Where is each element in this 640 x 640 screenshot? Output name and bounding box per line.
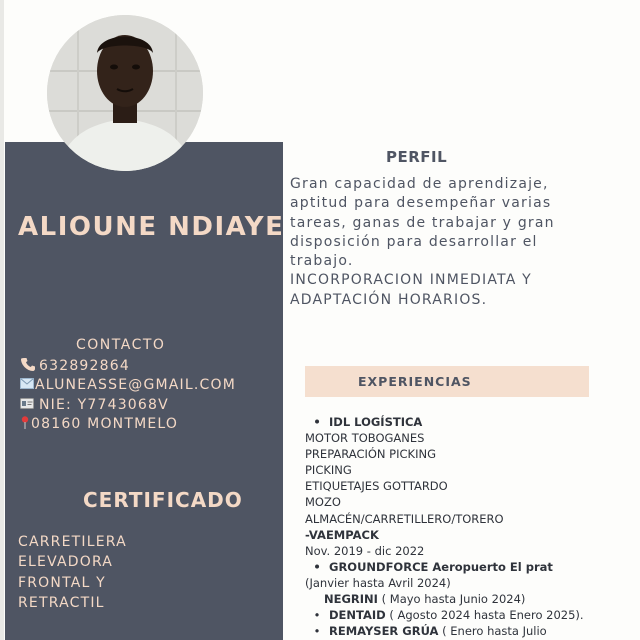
company-name: NEGRINI <box>324 592 378 607</box>
contact-address <box>20 415 236 435</box>
certificado-item: FRONTAL Y <box>18 574 106 591</box>
perfil-line: aptitud para desempeñar varias <box>290 195 552 212</box>
experiencias-list <box>305 414 635 639</box>
contact-email <box>20 376 236 396</box>
task-line: MOTOR TOBOGANES <box>305 431 425 446</box>
contact-list <box>20 356 236 434</box>
job-dentaid <box>305 607 635 623</box>
nie-value: NIE: Y7743068V <box>39 396 169 413</box>
job-dates: ( Enero hasta Julio <box>438 624 547 639</box>
company-name: REMAYSER GRÚA <box>329 624 439 639</box>
phone-value: 632892864 <box>39 357 130 374</box>
company-name: -VAEMPACK <box>305 527 379 542</box>
certificado-item: RETRACTIL <box>18 594 105 611</box>
perfil-line: Gran capacidad de aprendizaje, <box>290 176 549 192</box>
profile-photo-image <box>47 15 203 171</box>
phone-icon <box>20 357 36 374</box>
certificado-item: CARRETILERA <box>18 534 127 550</box>
job-dates: (Janvier hasta Avril 2024) <box>305 575 451 590</box>
perfil-text <box>290 175 635 310</box>
pin-icon <box>20 416 30 433</box>
contact-nie <box>20 395 236 415</box>
company-name: GROUNDFORCE Aeropuerto El prat <box>329 559 553 574</box>
company-name: DENTAID <box>329 608 386 623</box>
task-line: PICKING <box>305 463 352 478</box>
job-idl <box>305 414 635 430</box>
certificado-item: ELEVADORA <box>18 554 114 571</box>
perfil-line: tareas, ganas de trabajar y gran <box>290 214 555 231</box>
bullet: • <box>313 608 321 623</box>
mail-icon <box>20 378 34 392</box>
address-value: 08160 MONTMELO <box>31 416 179 433</box>
task-line: ALMACÉN/CARRETILLERO/TORERO <box>305 511 504 526</box>
perfil-line: disposición para desarrollar el <box>290 233 538 250</box>
candidate-name: ALIOUNE NDIAYE <box>18 212 285 242</box>
perfil-line: INCORPORACION INMEDIATA Y <box>290 272 532 289</box>
job-groundforce <box>305 559 635 575</box>
task-line: MOZO <box>305 495 341 510</box>
bullet: • <box>313 559 321 574</box>
perfil-heading: PERFIL <box>386 148 448 166</box>
contact-heading: CONTACTO <box>76 337 166 353</box>
task-line: ETIQUETAJES GOTTARDO <box>305 479 448 494</box>
experiencias-heading: EXPERIENCIAS <box>358 374 472 389</box>
page-edge <box>0 0 4 640</box>
id-card-icon <box>20 398 34 412</box>
contact-phone <box>20 356 236 376</box>
job-dates: Nov. 2019 - dic 2022 <box>305 543 425 558</box>
task-line: PREPARACIÓN PICKING <box>305 447 436 462</box>
certificado-heading: CERTIFICADO <box>83 488 243 512</box>
bullet: • <box>313 415 321 429</box>
email-value: ALUNEASSE@GMAIL.COM <box>35 377 236 394</box>
job-dates: ( Agosto 2024 hasta Enero 2025). <box>385 608 584 623</box>
profile-photo <box>47 15 203 171</box>
job-remayser <box>305 623 635 639</box>
perfil-line: ADAPTACIÓN HORARIOS. <box>290 291 488 308</box>
company-name: IDL LOGÍSTICA <box>329 415 423 429</box>
perfil-line: trabajo. <box>290 253 354 270</box>
bullet: • <box>313 624 321 639</box>
certificado-list <box>18 532 127 613</box>
job-negrini <box>305 591 635 607</box>
job-dates: ( Mayo hasta Junio 2024) <box>377 592 526 607</box>
